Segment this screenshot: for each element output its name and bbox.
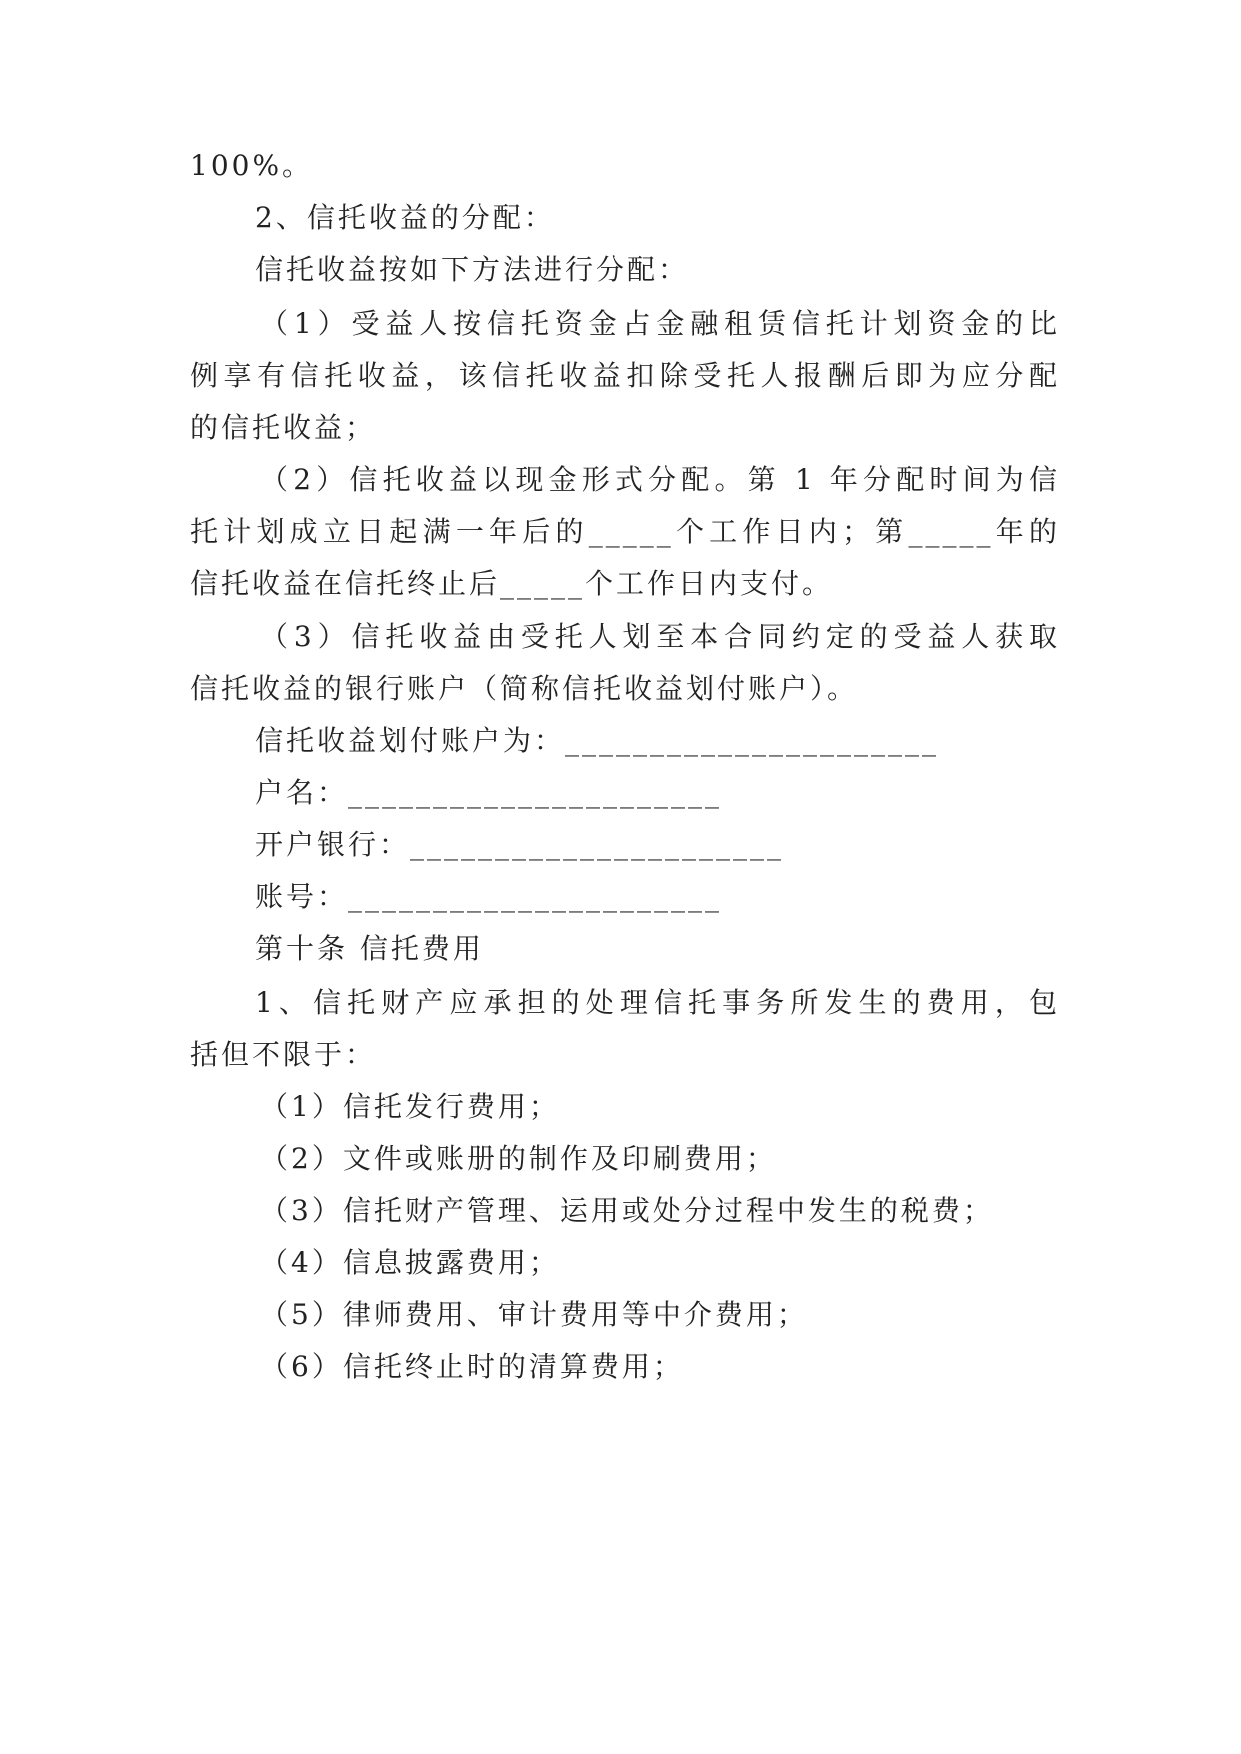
form-field-bank: 开户银行：______________________ <box>255 828 785 861</box>
text-line: 例享有信托收益，该信托收益扣除受托人报酬后即为应分配 <box>190 359 1060 392</box>
section-heading: 2、信托收益的分配： <box>255 201 555 234</box>
text-line: 信托收益在信托终止后_____个工作日内支付。 <box>190 567 834 600</box>
list-item: （3）信托财产管理、运用或处分过程中发生的税费； <box>260 1194 994 1227</box>
article-heading: 第十条 信托费用 <box>255 932 484 965</box>
text-line: （2）信托收益以现金形式分配。第 1 年分配时间为信 <box>260 463 1060 496</box>
text-line: 托计划成立日起满一年后的_____个工作日内；第_____年的 <box>190 515 1060 548</box>
text-line: 的信托收益； <box>190 411 377 444</box>
form-field-account-name: 户名：______________________ <box>255 776 723 809</box>
text-line: （1）受益人按信托资金占金融租赁信托计划资金的比 <box>260 307 1060 340</box>
list-item: （2）文件或账册的制作及印刷费用； <box>260 1142 777 1175</box>
text-line: （3）信托收益由受托人划至本合同约定的受益人获取 <box>260 620 1060 653</box>
text-line: 信托收益的银行账户（简称信托收益划付账户）。 <box>190 672 859 705</box>
form-field-account-number: 账号：______________________ <box>255 880 723 913</box>
list-item: （1）信托发行费用； <box>260 1090 560 1123</box>
text-line: 1、信托财产应承担的处理信托事务所发生的费用，包 <box>255 986 1060 1019</box>
text-line: 信托收益按如下方法进行分配： <box>255 253 690 286</box>
text-line: 括但不限于： <box>190 1038 377 1071</box>
text-line: 100%。 <box>190 149 314 182</box>
list-item: （4）信息披露费用； <box>260 1246 560 1279</box>
list-item: （5）律师费用、审计费用等中介费用； <box>260 1298 808 1331</box>
form-field-account: 信托收益划付账户为：______________________ <box>255 724 940 757</box>
list-item: （6）信托终止时的清算费用； <box>260 1350 684 1383</box>
